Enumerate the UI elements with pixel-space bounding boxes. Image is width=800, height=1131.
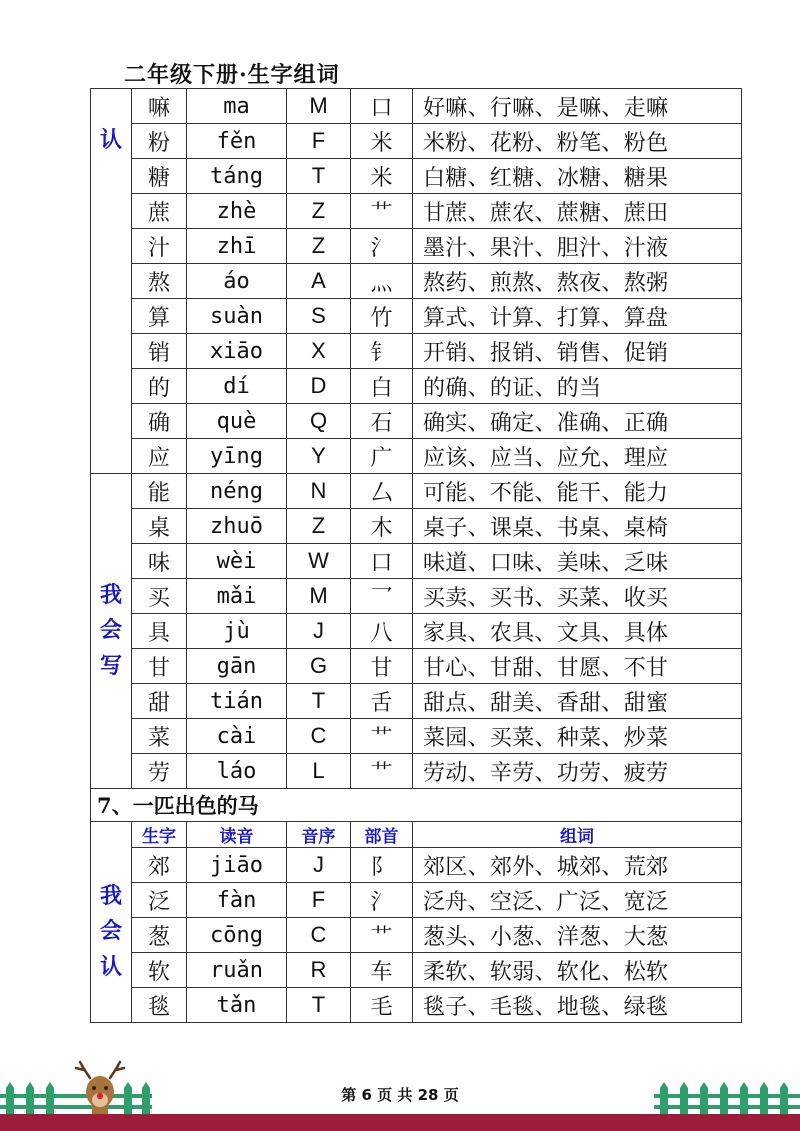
radical-cell: 舌 bbox=[351, 684, 413, 719]
char-cell: 毯 bbox=[132, 988, 187, 1023]
table-row bbox=[91, 229, 742, 264]
index-cell: T bbox=[287, 684, 351, 719]
radical-cell: 白 bbox=[351, 369, 413, 404]
pinyin-cell: cài bbox=[187, 719, 287, 754]
pinyin-cell: táng bbox=[187, 159, 287, 194]
index-cell: T bbox=[287, 988, 351, 1023]
index-cell: W bbox=[287, 544, 351, 579]
words-cell: 的确、的证、的当 bbox=[413, 369, 742, 404]
index-cell: F bbox=[287, 124, 351, 159]
words-cell: 味道、口味、美味、乏味 bbox=[413, 544, 742, 579]
words-cell: 确实、确定、准确、正确 bbox=[413, 404, 742, 439]
words-cell: 葱头、小葱、洋葱、大葱 bbox=[413, 918, 742, 953]
table-row bbox=[91, 474, 742, 509]
words-cell: 米粉、花粉、粉笔、粉色 bbox=[413, 124, 742, 159]
table-row bbox=[91, 848, 742, 883]
column-header-row bbox=[91, 822, 742, 848]
radical-cell: 灬 bbox=[351, 264, 413, 299]
char-cell: 甜 bbox=[132, 684, 187, 719]
section-label-text: 认 bbox=[99, 127, 122, 153]
column-header: 音序 bbox=[287, 822, 351, 848]
index-cell: Y bbox=[287, 439, 351, 474]
char-cell: 确 bbox=[132, 404, 187, 439]
radical-cell: 车 bbox=[351, 953, 413, 988]
radical-cell: 竹 bbox=[351, 299, 413, 334]
index-cell: S bbox=[287, 299, 351, 334]
words-cell: 桌子、课桌、书桌、桌椅 bbox=[413, 509, 742, 544]
vocab-table bbox=[90, 88, 742, 1023]
section-label bbox=[91, 89, 132, 474]
char-cell: 桌 bbox=[132, 509, 187, 544]
char-cell: 郊 bbox=[132, 848, 187, 883]
index-cell: A bbox=[287, 264, 351, 299]
pinyin-cell: dí bbox=[187, 369, 287, 404]
pinyin-cell: láo bbox=[187, 754, 287, 789]
words-cell: 甘心、甘甜、甘愿、不甘 bbox=[413, 649, 742, 684]
words-cell: 柔软、软弱、软化、松软 bbox=[413, 953, 742, 988]
radical-cell: 乛 bbox=[351, 579, 413, 614]
index-cell: T bbox=[287, 159, 351, 194]
pinyin-cell: mǎi bbox=[187, 579, 287, 614]
index-cell: F bbox=[287, 883, 351, 918]
reindeer-icon bbox=[72, 1060, 128, 1120]
index-cell: D bbox=[287, 369, 351, 404]
table-row bbox=[91, 89, 742, 124]
radical-cell: 阝 bbox=[351, 848, 413, 883]
words-cell: 开销、报销、销售、促销 bbox=[413, 334, 742, 369]
words-cell: 毯子、毛毯、地毯、绿毯 bbox=[413, 988, 742, 1023]
char-cell: 菜 bbox=[132, 719, 187, 754]
pinyin-cell: jiāo bbox=[187, 848, 287, 883]
table-row bbox=[91, 369, 742, 404]
words-cell: 甜点、甜美、香甜、甜蜜 bbox=[413, 684, 742, 719]
words-cell: 菜园、买菜、种菜、炒菜 bbox=[413, 719, 742, 754]
char-cell: 的 bbox=[132, 369, 187, 404]
char-cell: 销 bbox=[132, 334, 187, 369]
index-cell: Z bbox=[287, 229, 351, 264]
index-cell: C bbox=[287, 918, 351, 953]
index-cell: L bbox=[287, 754, 351, 789]
radical-cell: 艹 bbox=[351, 918, 413, 953]
index-cell: X bbox=[287, 334, 351, 369]
pinyin-cell: tián bbox=[187, 684, 287, 719]
pinyin-cell: áo bbox=[187, 264, 287, 299]
section-label bbox=[91, 822, 132, 1023]
table-row bbox=[91, 194, 742, 229]
words-cell: 墨汁、果汁、胆汁、汁液 bbox=[413, 229, 742, 264]
pinyin-cell: tǎn bbox=[187, 988, 287, 1023]
char-cell: 糖 bbox=[132, 159, 187, 194]
radical-cell: 艹 bbox=[351, 754, 413, 789]
words-cell: 泛舟、空泛、广泛、宽泛 bbox=[413, 883, 742, 918]
table-row bbox=[91, 614, 742, 649]
pinyin-cell: zhè bbox=[187, 194, 287, 229]
words-cell: 劳动、辛劳、功劳、疲劳 bbox=[413, 754, 742, 789]
pinyin-cell: què bbox=[187, 404, 287, 439]
words-cell: 好嘛、行嘛、是嘛、走嘛 bbox=[413, 89, 742, 124]
char-cell: 汁 bbox=[132, 229, 187, 264]
index-cell: Q bbox=[287, 404, 351, 439]
index-cell: N bbox=[287, 474, 351, 509]
words-cell: 可能、不能、能干、能力 bbox=[413, 474, 742, 509]
radical-cell: 广 bbox=[351, 439, 413, 474]
radical-cell: 氵 bbox=[351, 229, 413, 264]
pinyin-cell: wèi bbox=[187, 544, 287, 579]
pinyin-cell: néng bbox=[187, 474, 287, 509]
words-cell: 甘蔗、蔗农、蔗糖、蔗田 bbox=[413, 194, 742, 229]
pinyin-cell: yīng bbox=[187, 439, 287, 474]
table-row bbox=[91, 439, 742, 474]
pinyin-cell: suàn bbox=[187, 299, 287, 334]
radical-cell: 毛 bbox=[351, 988, 413, 1023]
table-row bbox=[91, 334, 742, 369]
char-cell: 嘛 bbox=[132, 89, 187, 124]
index-cell: Z bbox=[287, 509, 351, 544]
words-cell: 熬药、煎熬、熬夜、熬粥 bbox=[413, 264, 742, 299]
char-cell: 熬 bbox=[132, 264, 187, 299]
pinyin-cell: xiāo bbox=[187, 334, 287, 369]
char-cell: 具 bbox=[132, 614, 187, 649]
table-row bbox=[91, 684, 742, 719]
table-row bbox=[91, 649, 742, 684]
char-cell: 粉 bbox=[132, 124, 187, 159]
section-label-text: 我会写 bbox=[99, 582, 122, 679]
index-cell: J bbox=[287, 614, 351, 649]
table-row bbox=[91, 299, 742, 334]
index-cell: G bbox=[287, 649, 351, 684]
table-row bbox=[91, 754, 742, 789]
radical-cell: 口 bbox=[351, 89, 413, 124]
pinyin-cell: ma bbox=[187, 89, 287, 124]
pinyin-cell: zhuō bbox=[187, 509, 287, 544]
page-title: 二年级下册·生字组词 bbox=[124, 62, 340, 88]
radical-cell: 口 bbox=[351, 544, 413, 579]
words-cell: 家具、农具、文具、具体 bbox=[413, 614, 742, 649]
table-row bbox=[91, 953, 742, 988]
column-header: 部首 bbox=[351, 822, 413, 848]
radical-cell: 八 bbox=[351, 614, 413, 649]
char-cell: 应 bbox=[132, 439, 187, 474]
char-cell: 味 bbox=[132, 544, 187, 579]
char-cell: 葱 bbox=[132, 918, 187, 953]
lesson-title: 7、一匹出色的马 bbox=[91, 789, 742, 822]
table-row bbox=[91, 159, 742, 194]
fence-icon bbox=[654, 1080, 800, 1116]
page-number: 第 6 页 共 28 页 bbox=[341, 1086, 459, 1104]
radical-cell: 氵 bbox=[351, 883, 413, 918]
char-cell: 算 bbox=[132, 299, 187, 334]
index-cell: R bbox=[287, 953, 351, 988]
index-cell: M bbox=[287, 89, 351, 124]
radical-cell: 钅 bbox=[351, 334, 413, 369]
pinyin-cell: zhī bbox=[187, 229, 287, 264]
radical-cell: 木 bbox=[351, 509, 413, 544]
char-cell: 软 bbox=[132, 953, 187, 988]
table-row bbox=[91, 544, 742, 579]
radical-cell: 石 bbox=[351, 404, 413, 439]
words-cell: 买卖、买书、买菜、收买 bbox=[413, 579, 742, 614]
table-row bbox=[91, 404, 742, 439]
table-row bbox=[91, 579, 742, 614]
char-cell: 买 bbox=[132, 579, 187, 614]
column-header: 组词 bbox=[413, 822, 742, 848]
table-row bbox=[91, 509, 742, 544]
section-label bbox=[91, 474, 132, 789]
column-header: 读音 bbox=[187, 822, 287, 848]
radical-cell: 艹 bbox=[351, 194, 413, 229]
radical-cell: 甘 bbox=[351, 649, 413, 684]
table-row bbox=[91, 918, 742, 953]
words-cell: 白糖、红糖、冰糖、糖果 bbox=[413, 159, 742, 194]
words-cell: 郊区、郊外、城郊、荒郊 bbox=[413, 848, 742, 883]
words-cell: 算式、计算、打算、算盘 bbox=[413, 299, 742, 334]
words-cell: 应该、应当、应允、理应 bbox=[413, 439, 742, 474]
table-row bbox=[91, 988, 742, 1023]
index-cell: C bbox=[287, 719, 351, 754]
char-cell: 劳 bbox=[132, 754, 187, 789]
section-label-text: 我会认 bbox=[99, 884, 122, 980]
table-row bbox=[91, 124, 742, 159]
pinyin-cell: jù bbox=[187, 614, 287, 649]
radical-cell: 艹 bbox=[351, 719, 413, 754]
table-row bbox=[91, 883, 742, 918]
footer-band bbox=[0, 1114, 800, 1131]
table-row bbox=[91, 719, 742, 754]
column-header: 生字 bbox=[132, 822, 187, 848]
char-cell: 泛 bbox=[132, 883, 187, 918]
index-cell: M bbox=[287, 579, 351, 614]
pinyin-cell: gān bbox=[187, 649, 287, 684]
char-cell: 能 bbox=[132, 474, 187, 509]
radical-cell: 米 bbox=[351, 159, 413, 194]
lesson-title-row bbox=[91, 789, 742, 822]
index-cell: Z bbox=[287, 194, 351, 229]
pinyin-cell: fàn bbox=[187, 883, 287, 918]
char-cell: 蔗 bbox=[132, 194, 187, 229]
pinyin-cell: cōng bbox=[187, 918, 287, 953]
table-row bbox=[91, 264, 742, 299]
char-cell: 甘 bbox=[132, 649, 187, 684]
radical-cell: 米 bbox=[351, 124, 413, 159]
radical-cell: 厶 bbox=[351, 474, 413, 509]
pinyin-cell: fěn bbox=[187, 124, 287, 159]
pinyin-cell: ruǎn bbox=[187, 953, 287, 988]
index-cell: J bbox=[287, 848, 351, 883]
